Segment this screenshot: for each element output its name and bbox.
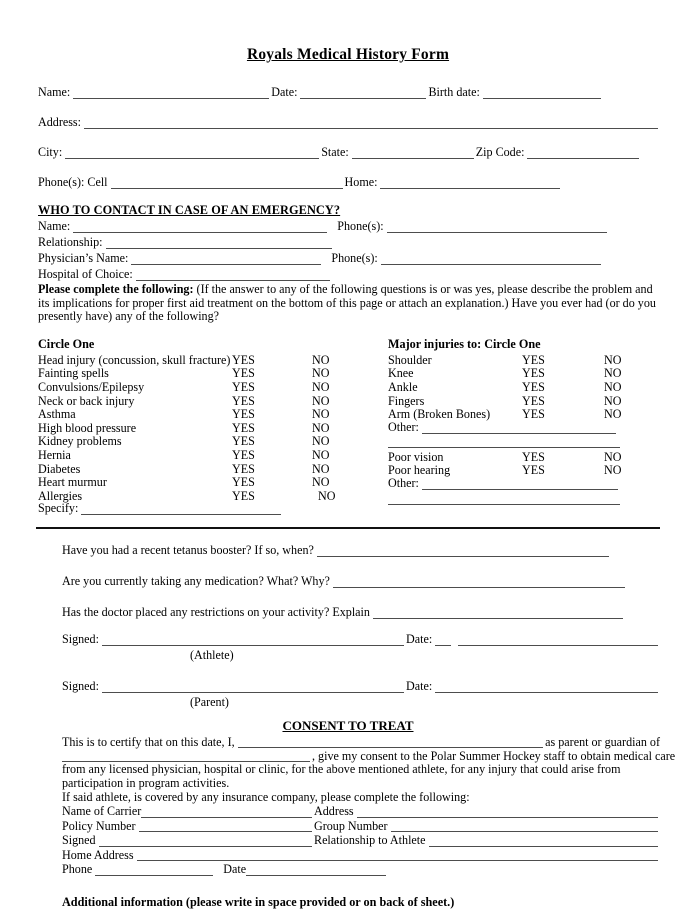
policy-group-row: [62, 819, 660, 834]
insurance-address-label: Address: [314, 804, 354, 818]
condition-yes-option[interactable]: YES: [232, 407, 255, 422]
athlete-date-prefix-input[interactable]: [435, 633, 451, 646]
parent-date-input[interactable]: [435, 680, 658, 693]
condition-row: [38, 407, 388, 421]
phone-date-row: [62, 862, 660, 877]
group-number-input[interactable]: [391, 819, 658, 832]
consent-line-1: [62, 735, 660, 749]
injury-other-label: Other:: [388, 419, 419, 434]
physician-name-label: Physician’s Name:: [38, 251, 129, 265]
sense-other-input[interactable]: [422, 477, 618, 490]
consent-guardian-text: as parent or guardian of: [545, 734, 660, 749]
condition-row: [38, 462, 388, 476]
emergency-name-label: Name:: [38, 219, 71, 233]
carrier-group: [62, 805, 314, 819]
address-input[interactable]: [84, 116, 658, 129]
condition-label: Neck or back injury: [38, 393, 135, 408]
athlete-signature-group: [62, 632, 406, 647]
emergency-phones-label: Phone(s):: [337, 219, 384, 233]
injuries-column: [388, 337, 660, 517]
physician-name-input[interactable]: [131, 252, 321, 265]
sense-no-option[interactable]: NO: [604, 463, 622, 478]
instructions-paragraph: [38, 283, 660, 324]
condition-label: Head injury (concussion, skull fracture): [38, 352, 231, 367]
emergency-contact-section: [0, 203, 696, 324]
insurance-address-input[interactable]: [357, 805, 658, 818]
injury-no-option[interactable]: NO: [604, 366, 622, 381]
condition-no-option[interactable]: NO: [312, 352, 330, 367]
carrier-label: Name of Carrier: [62, 804, 142, 818]
insurance-signed-input[interactable]: [99, 834, 312, 847]
condition-yes-option[interactable]: YES: [232, 434, 255, 449]
emergency-heading: WHO TO CONTACT IN CASE OF AN EMERGENCY?: [38, 203, 341, 217]
condition-row: [38, 489, 388, 503]
address-label: Address:: [38, 115, 81, 129]
athlete-signature-input[interactable]: [102, 633, 404, 646]
condition-yes-option[interactable]: YES: [232, 420, 255, 435]
home-phone-input[interactable]: [380, 176, 560, 189]
sense-row: [388, 450, 660, 464]
condition-yes-option[interactable]: YES: [232, 461, 255, 476]
injury-yes-option[interactable]: YES: [522, 352, 545, 367]
condition-no-option[interactable]: NO: [312, 407, 330, 422]
signed-relationship-row: [62, 833, 660, 848]
condition-label: Fainting spells: [38, 366, 109, 381]
parent-date-group: [406, 679, 660, 694]
insurance-fields: [62, 804, 660, 877]
condition-label: Asthma: [38, 407, 76, 422]
consent-heading: CONSENT TO TREAT: [282, 718, 414, 734]
condition-no-option[interactable]: NO: [312, 447, 330, 462]
parent-caption: (Parent): [190, 695, 229, 710]
insurance-signed-label: Signed: [62, 833, 96, 847]
state-input[interactable]: [352, 146, 474, 159]
emergency-phones-input[interactable]: [387, 220, 607, 233]
injury-yes-option[interactable]: YES: [522, 407, 545, 422]
carrier-input[interactable]: [141, 805, 312, 818]
relationship-to-athlete-input[interactable]: [429, 834, 658, 847]
parent-signature-row: [62, 679, 660, 694]
sense-label: Poor vision: [388, 449, 444, 464]
cell-phone-label: Phone(s): Cell: [38, 175, 108, 189]
specify-label: Specify:: [38, 501, 79, 516]
injury-label: Shoulder: [388, 352, 432, 367]
condition-no-option[interactable]: NO: [312, 475, 330, 490]
condition-row: [38, 353, 388, 367]
sense-other-label: Other:: [388, 475, 419, 490]
group-number-group: [314, 819, 660, 833]
hospital-row: [38, 267, 660, 282]
zip-label: Zip Code:: [475, 145, 525, 159]
condition-no-option[interactable]: NO: [312, 393, 330, 408]
condition-row: [38, 366, 388, 380]
condition-no-option[interactable]: NO: [312, 434, 330, 449]
followup-questions-section: [0, 543, 696, 620]
condition-row: [38, 394, 388, 408]
city-input[interactable]: [65, 146, 319, 159]
date-label: Date:: [271, 85, 298, 99]
condition-no-option[interactable]: NO: [312, 379, 330, 394]
condition-no-option[interactable]: NO: [312, 461, 330, 476]
identity-section: [0, 85, 696, 190]
signature-spacer: [62, 663, 660, 679]
section-divider: [36, 527, 660, 529]
additional-information-note: Additional information (please write in space provided or on back of sheet.): [62, 894, 455, 909]
condition-label: Convulsions/Epilepsy: [38, 379, 145, 394]
page-title: Royals Medical History Form: [246, 46, 450, 63]
emergency-name-row: [38, 219, 660, 234]
name-date-birth-row: [38, 85, 660, 100]
condition-row: [38, 475, 388, 489]
condition-no-option[interactable]: NO: [312, 420, 330, 435]
question-row: [62, 543, 660, 558]
hospital-input[interactable]: [136, 268, 330, 281]
injury-label: Arm (Broken Bones): [388, 407, 491, 422]
sense-section-trailing-rule[interactable]: [388, 504, 620, 505]
state-label: State:: [321, 145, 349, 159]
city-state-zip-row: [38, 145, 660, 160]
emergency-relationship-label: Relationship:: [38, 235, 103, 249]
condition-row: [38, 380, 388, 394]
question-label: Has the doctor placed any restrictions on your activity? Explain: [62, 605, 370, 620]
injury-yes-option[interactable]: YES: [522, 379, 545, 394]
insurance-date-label: Date: [223, 862, 247, 876]
injury-label: Knee: [388, 366, 414, 381]
consent-line-2: [62, 748, 676, 763]
name-input[interactable]: [73, 86, 269, 99]
injury-label: Ankle: [388, 379, 418, 394]
condition-label: High blood pressure: [38, 420, 137, 435]
parent-signature-group: [62, 679, 406, 694]
address-group: [314, 805, 660, 819]
condition-yes-option[interactable]: YES: [232, 366, 255, 381]
injury-other-row: [388, 421, 660, 435]
athlete-signed-label: Signed:: [62, 632, 99, 647]
sense-label: Poor hearing: [388, 463, 451, 478]
relationship-to-athlete-label: Relationship to Athlete: [314, 833, 426, 847]
injury-row: [388, 366, 660, 380]
consent-line-3: from any licensed physician, hospital or clinic, for the above mentioned athlete, for any injury that could arise from: [62, 762, 621, 777]
condition-yes-option[interactable]: YES: [232, 393, 255, 408]
consent-line-4: participation in program activities.: [62, 775, 230, 790]
relationship-group: [314, 834, 660, 848]
condition-row: [38, 448, 388, 462]
city-label: City:: [38, 145, 63, 159]
injury-other-input[interactable]: [422, 421, 616, 434]
injury-label: Fingers: [388, 393, 425, 408]
instructions-bold-lead: Please complete the following:: [38, 282, 194, 296]
condition-yes-option[interactable]: YES: [232, 488, 255, 503]
consent-guardian-name-input[interactable]: [238, 735, 544, 748]
home-address-row: [62, 848, 660, 863]
injury-section-separator-rule: [388, 447, 620, 448]
consent-athlete-name-input[interactable]: [62, 749, 310, 762]
physician-row: [38, 251, 660, 266]
injury-no-option[interactable]: NO: [604, 407, 622, 422]
condition-no-option[interactable]: NO: [312, 366, 330, 381]
injury-yes-option[interactable]: YES: [522, 366, 545, 381]
question-input[interactable]: [373, 606, 623, 619]
injuries-heading: Major injuries to: Circle One: [388, 336, 541, 351]
specify-input[interactable]: [81, 502, 281, 515]
question-label: Are you currently taking any medication? What? Why?: [62, 574, 330, 589]
sense-no-option[interactable]: NO: [604, 449, 622, 464]
condition-label: Kidney problems: [38, 434, 122, 449]
sense-yes-option[interactable]: YES: [522, 449, 545, 464]
policy-group: [62, 819, 314, 833]
consent-line-5: If said athlete, is covered by any insurance company, please complete the following:: [62, 789, 470, 804]
address-row: [38, 115, 660, 130]
home-phone-label: Home:: [344, 175, 378, 189]
athlete-date-group: [406, 632, 660, 647]
condition-yes-option[interactable]: YES: [232, 447, 255, 462]
injury-no-option[interactable]: NO: [604, 379, 622, 394]
carrier-address-row: [62, 804, 660, 819]
injury-no-option[interactable]: NO: [604, 393, 622, 408]
condition-label: Heart murmur: [38, 475, 107, 490]
injury-no-option[interactable]: NO: [604, 352, 622, 367]
injury-row: [388, 394, 660, 408]
question-input[interactable]: [333, 575, 625, 588]
insurance-signed-group: [62, 834, 314, 848]
athlete-date-label: Date:: [406, 632, 433, 647]
conditions-injuries-columns: [0, 337, 696, 517]
condition-yes-option[interactable]: YES: [232, 352, 255, 367]
condition-yes-option[interactable]: YES: [232, 475, 255, 490]
condition-row: [38, 434, 388, 448]
conditions-heading: Circle One: [38, 336, 95, 351]
birth-date-label: Birth date:: [428, 85, 480, 99]
signature-section: [0, 632, 696, 710]
group-number-label: Group Number: [314, 818, 388, 833]
home-address-label: Home Address: [62, 847, 134, 862]
policy-number-input[interactable]: [139, 819, 312, 832]
consent-section: [0, 735, 696, 876]
condition-no-option[interactable]: NO: [318, 488, 336, 503]
home-address-input[interactable]: [137, 848, 658, 861]
conditions-column: [38, 337, 388, 517]
insurance-phone-label: Phone: [62, 862, 93, 876]
birth-date-input[interactable]: [483, 86, 601, 99]
athlete-caption: (Athlete): [190, 648, 234, 663]
condition-yes-option[interactable]: YES: [232, 379, 255, 394]
injury-row: [388, 407, 660, 421]
condition-row: [38, 421, 388, 435]
insurance-phone-input[interactable]: [95, 863, 213, 876]
physician-phones-label: Phone(s):: [331, 251, 378, 265]
date-input[interactable]: [300, 86, 426, 99]
sense-row: [388, 463, 660, 477]
consent-certify-text: This is to certify that on this date, I,: [62, 734, 235, 749]
consent-permission-text: , give my consent to the Polar Summer Hockey staff to obtain medical care: [312, 748, 676, 763]
parent-date-label: Date:: [406, 679, 433, 694]
question-input[interactable]: [317, 544, 609, 557]
allergies-specify-row: [38, 502, 388, 516]
hospital-label: Hospital of Choice:: [38, 267, 133, 281]
insurance-date-input[interactable]: [246, 863, 386, 876]
parent-signature-input[interactable]: [102, 680, 404, 693]
cell-phone-input[interactable]: [111, 176, 343, 189]
phone-row: [38, 175, 660, 190]
condition-label: Allergies: [38, 488, 83, 503]
injury-row: [388, 380, 660, 394]
instructions-body: (If the answer to any of the following questions is or was yes, please describe the problem and its implications for proper first aid treatment on the bottom of this page or attach an explanation.) Have you ever had (or do you presently have) any of the following?: [38, 282, 656, 324]
condition-label: Hernia: [38, 447, 71, 462]
question-row: [62, 605, 660, 620]
question-row: [62, 574, 660, 589]
parent-signed-label: Signed:: [62, 679, 99, 694]
sense-yes-option[interactable]: YES: [522, 463, 545, 478]
policy-number-label: Policy Number: [62, 818, 136, 833]
athlete-signature-row: [62, 632, 660, 647]
name-label: Name:: [38, 85, 71, 99]
emergency-relationship-row: [38, 235, 660, 250]
sense-other-row: [388, 477, 660, 491]
injury-yes-option[interactable]: YES: [522, 393, 545, 408]
injury-row: [388, 353, 660, 367]
zip-input[interactable]: [527, 146, 639, 159]
question-label: Have you had a recent tetanus booster? If so, when?: [62, 543, 314, 558]
condition-label: Diabetes: [38, 461, 81, 476]
physician-phones-input[interactable]: [381, 252, 601, 265]
emergency-name-input[interactable]: [73, 220, 327, 233]
emergency-relationship-input[interactable]: [106, 236, 332, 249]
athlete-date-input[interactable]: [458, 633, 658, 646]
